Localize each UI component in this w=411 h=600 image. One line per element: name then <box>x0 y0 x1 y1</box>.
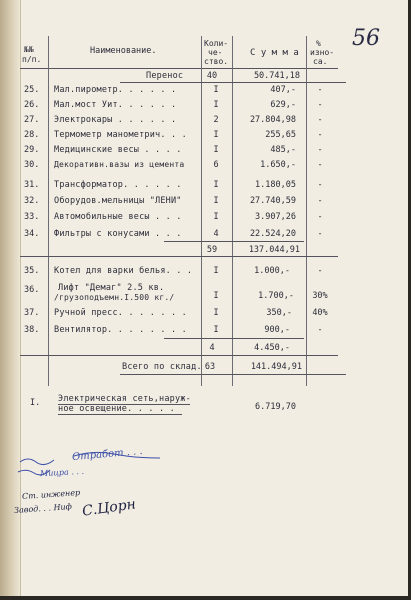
section2-sum: 6.719,70 <box>255 402 296 412</box>
row-qty: I <box>213 325 219 335</box>
header-wear-1: % <box>316 39 321 48</box>
signature: С.Цорн <box>81 496 137 520</box>
total-qty: 63 <box>204 362 216 372</box>
row-name: Фильтры с конусами . . . <box>54 229 182 239</box>
row-name: Медицинские весы . . . . <box>54 145 182 155</box>
row-name: Оборудов.мельницы "ЛЕНИ" <box>54 196 182 206</box>
row-qty: 4 <box>213 229 219 239</box>
row-name: Вентилятор. . . . . . . . <box>54 325 187 335</box>
row-wear: 30% <box>312 291 328 301</box>
col-rule-sum-right <box>306 36 307 386</box>
row-wear: 40% <box>312 308 328 318</box>
handwritten-note-2: Мицра . . . <box>39 466 85 479</box>
row-num: 25. <box>24 85 40 95</box>
row-sum: 22.524,20 <box>249 229 296 239</box>
carry-over-sum: 50.741,18 <box>253 71 300 81</box>
row-num: 29. <box>24 145 40 155</box>
row-qty: I <box>213 212 219 222</box>
section2-underline-2 <box>58 414 182 415</box>
section2-name-cont: ное освещение. . . . . <box>58 404 175 414</box>
row-num: 32. <box>24 196 40 206</box>
row-qty: 2 <box>213 115 219 125</box>
col-rule-num <box>48 36 49 386</box>
row-qty: I <box>213 291 219 301</box>
row-num: 26. <box>24 100 40 110</box>
row-wear: - <box>317 266 323 276</box>
row-num: 30. <box>24 160 40 170</box>
row-name: Мал.мост Уит. . . . . . <box>54 100 177 110</box>
header-wear-3: са. <box>313 57 328 66</box>
header-wear-2: изно- <box>310 48 335 57</box>
row-name-cont: /грузоподъемн.I.500 кг./ <box>54 293 175 302</box>
row-name: Термометр манометрич. . . <box>54 130 187 140</box>
row-sum: 485,- <box>270 145 296 155</box>
row-sum: 350,- <box>266 308 292 318</box>
header-name: Наименование. <box>90 46 157 56</box>
row-num: 38. <box>24 325 40 335</box>
row-num: 33. <box>24 212 40 222</box>
row-qty: I <box>213 100 219 110</box>
row-sum: 900,- <box>264 325 290 335</box>
subtotal1-rule <box>164 241 304 242</box>
row-wear: - <box>317 145 323 155</box>
subtotal2-qty: 4 <box>209 343 215 353</box>
row-qty: I <box>213 130 219 140</box>
row-qty: I <box>213 266 219 276</box>
row-sum: 3.907,26 <box>255 212 296 222</box>
page-number: 56 <box>352 26 380 51</box>
row-qty: I <box>213 145 219 155</box>
header-rule <box>20 68 338 69</box>
row-wear: - <box>317 160 323 170</box>
total-sum: 141.494,91 <box>250 362 302 372</box>
subtotal1-rule-bottom <box>20 256 338 257</box>
row-name: Автомобильные весы . . . <box>54 212 182 222</box>
header-num-1: №№ <box>24 45 34 54</box>
row-wear: - <box>317 229 323 239</box>
subtotal2-rule-bottom <box>20 355 338 356</box>
row-name: Котел для варки белья. . . <box>54 266 193 276</box>
row-num: 28. <box>24 130 40 140</box>
row-qty: 6 <box>213 160 219 170</box>
scan-edge-bottom <box>0 596 411 600</box>
handwritten-scribble <box>14 445 164 488</box>
row-num: 37. <box>24 308 40 318</box>
row-sum: 255,65 <box>265 130 296 140</box>
row-name: Ручной пресс. . . . . . . <box>54 308 187 318</box>
row-sum: 1.000,- <box>254 266 290 276</box>
row-name: Электрокары . . . . . . <box>54 115 177 125</box>
row-name: Декоративн.вазы из цемента <box>54 160 185 169</box>
row-qty: I <box>213 180 219 190</box>
subtotal2-rule <box>164 338 304 339</box>
row-num: 31. <box>24 180 40 190</box>
row-wear: - <box>317 115 323 125</box>
subtotal2-sum: 4.450,- <box>254 343 290 353</box>
row-sum: 1.700,- <box>258 291 294 301</box>
header-qty-3: ство. <box>204 57 229 66</box>
row-sum: 27.740,59 <box>249 196 296 206</box>
row-num: 34. <box>24 229 40 239</box>
header-sum: С у м м а <box>250 48 299 58</box>
carry-over-qty: 40 <box>206 71 218 81</box>
row-sum: 1.650,- <box>260 160 296 170</box>
row-wear: - <box>317 212 323 222</box>
header-qty-1: Коли- <box>204 39 229 48</box>
row-num: 27. <box>24 115 40 125</box>
row-wear: - <box>317 196 323 206</box>
row-sum: 629,- <box>270 100 296 110</box>
section2-num: I. <box>30 398 41 408</box>
subtotal1-qty: 59 <box>206 245 218 255</box>
row-sum: 407,- <box>270 85 296 95</box>
row-wear: - <box>317 85 323 95</box>
subtotal1-sum: 137.044,91 <box>248 245 300 255</box>
row-wear: - <box>317 325 323 335</box>
total-rule <box>120 374 346 375</box>
row-wear: - <box>317 130 323 140</box>
carry-over-rule <box>120 82 346 83</box>
row-num: 35. <box>24 266 40 276</box>
signatory-title-2: Завод. . . Ниф <box>13 501 73 516</box>
row-qty: I <box>213 85 219 95</box>
total-label: Всего по склад. <box>122 362 202 372</box>
signatory-title-1: Ст. инженер <box>21 487 81 502</box>
row-sum: 27.804,98 <box>249 115 296 125</box>
row-sum: 1.180,05 <box>255 180 296 190</box>
row-name: Мал.пирометр. . . . . . <box>54 85 177 95</box>
row-name: Трансформатор. . . . . . <box>54 180 182 190</box>
header-num-2: п/п. <box>22 55 42 64</box>
row-qty: I <box>213 196 219 206</box>
row-qty: I <box>213 308 219 318</box>
section2-name: Электрическая сеть,наруж- <box>58 394 191 404</box>
header-qty-2: че- <box>208 48 223 57</box>
row-name: Лифт "Демаг" 2.5 кв. <box>58 283 165 293</box>
row-wear: - <box>317 180 323 190</box>
handwritten-note-1: Отработ . . . <box>71 445 144 464</box>
carry-over-label: Перенос <box>146 71 184 81</box>
col-rule-qty-left <box>201 36 202 386</box>
row-num: 36. <box>24 285 40 295</box>
row-wear: - <box>317 100 323 110</box>
